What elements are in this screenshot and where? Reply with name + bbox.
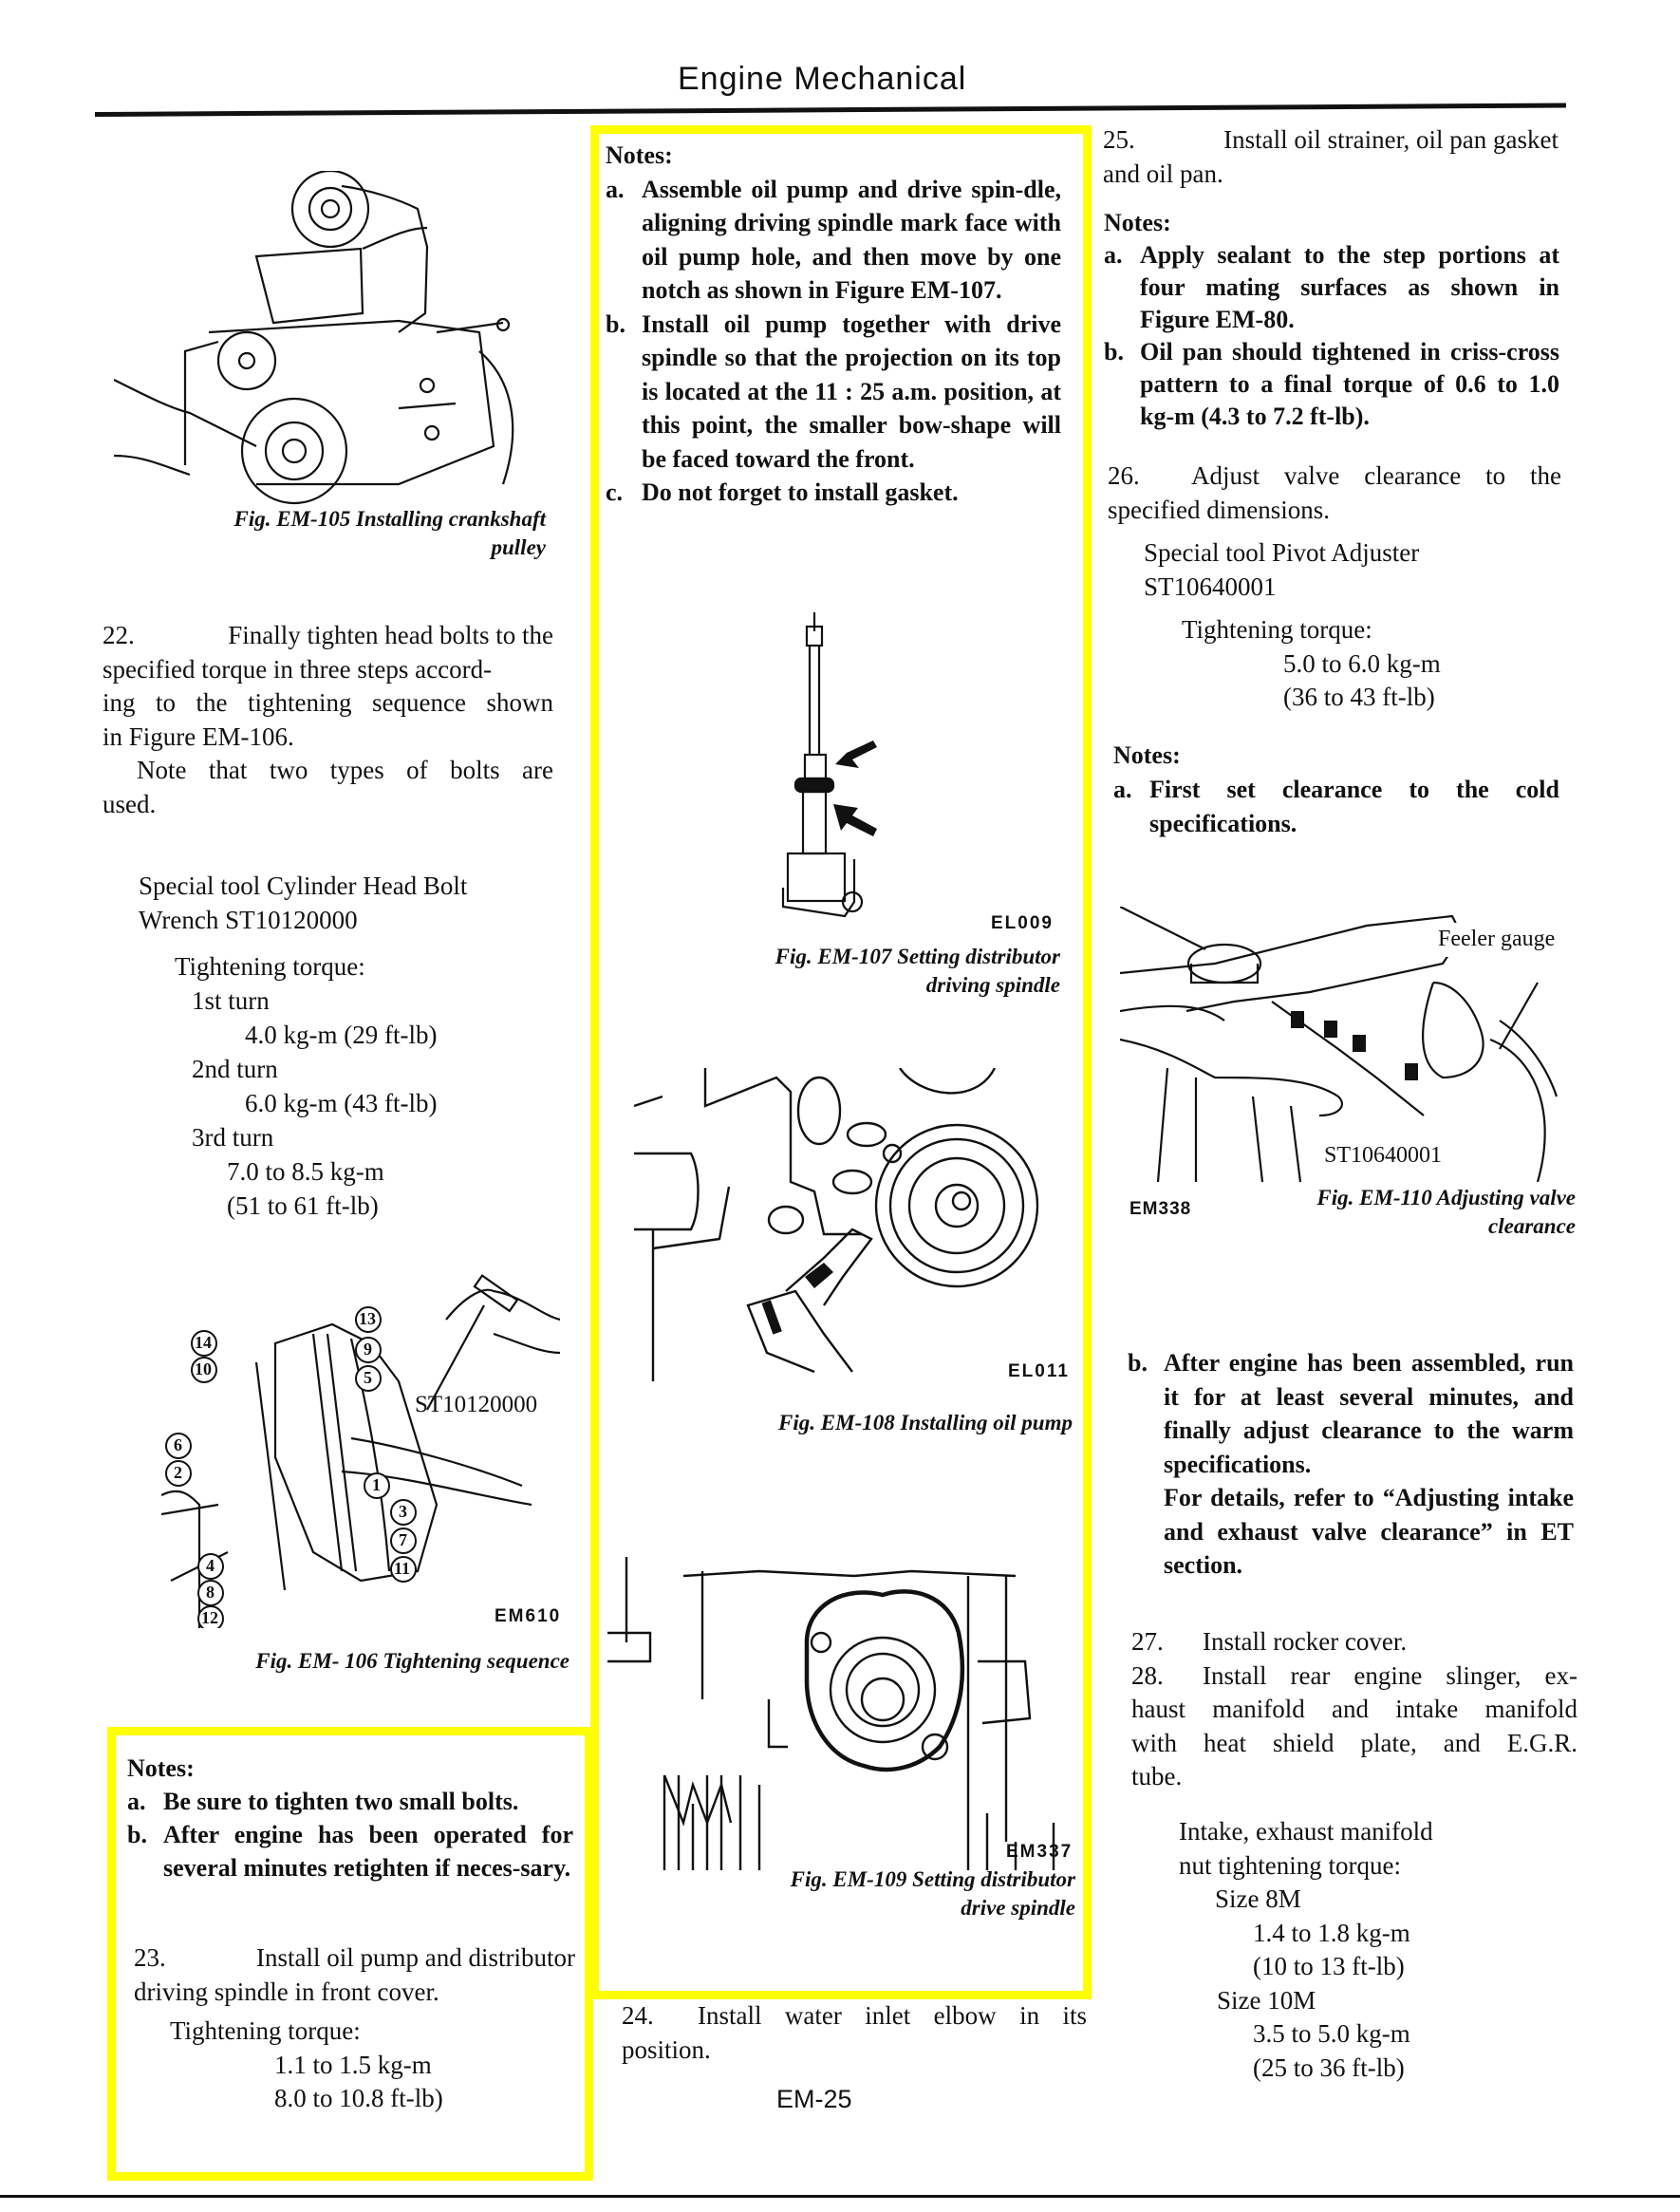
right-notes-1 (1104, 207, 1559, 433)
turn-2-label: 2nd turn (192, 1055, 278, 1083)
size-10m-value2: (25 to 36 ft-lb) (1253, 2053, 1405, 2082)
step-22-line3: ing to the tightening sequence shown (103, 688, 553, 717)
step-26-number: 26. (1108, 461, 1140, 490)
bolt-number-labels (161, 1267, 560, 1628)
footer-rule (0, 2195, 1680, 2198)
figure-em105-illustration (114, 171, 560, 513)
figure-em108-illustration (634, 1068, 1042, 1381)
turn-3-value2: (51 to 61 ft-lb) (227, 1191, 379, 1220)
step-26-value2: (36 to 43 ft-lb) (1283, 683, 1435, 711)
left-note-a (127, 1785, 573, 1818)
turn-1-label: 1st turn (192, 986, 270, 1015)
step-28-line3: with heat shield plate, and E.G.R. (1131, 1728, 1577, 1757)
step-23-line2: driving spindle in front cover. (134, 1977, 439, 2006)
figure-em109-illustration (607, 1557, 1073, 1870)
center-note-a-label: a. (606, 175, 625, 203)
left-notes (127, 1752, 573, 1884)
fig110-label-tool: ST10640001 (1324, 1139, 1442, 1173)
right-note-1a-label: a. (1104, 241, 1123, 269)
step-22-line2: specified torque in three steps accord- (103, 654, 493, 684)
bolt-1: 1 (372, 1475, 381, 1494)
step-25 (1103, 123, 1559, 191)
step-22-note-line1: Note that two types of bolts are (137, 756, 553, 784)
step-27-number: 27. (1131, 1627, 1164, 1656)
right-note-1a (1104, 239, 1559, 336)
fig105-caption-line2: pulley (491, 535, 546, 559)
fig106-tool-label: ST10120000 (415, 1392, 538, 1417)
fig106-code: EM610 (495, 1606, 562, 1626)
right-note-2b-label: b. (1128, 1349, 1148, 1377)
step-28-line4: tube. (1131, 1762, 1183, 1790)
step-22-note-line2: used. (103, 789, 157, 818)
bolt-13: 13 (359, 1309, 376, 1328)
manifold-torque-line2: nut tightening torque: (1179, 1850, 1401, 1880)
center-note-c (606, 476, 1061, 510)
fig109-code: EM337 (1006, 1842, 1073, 1862)
step-22-line4: in Figure EM-106. (103, 722, 294, 751)
left-notes-title: Notes: (127, 1754, 195, 1782)
right-note-2a (1113, 773, 1559, 841)
manifold-torque-spec (1179, 1815, 1433, 2085)
step-24-line2: position. (622, 2034, 711, 2064)
fig110-label-feeler-gauge: Feeler gauge (1438, 923, 1555, 957)
center-notes (606, 139, 1061, 510)
left-note-a-text: Be sure to tighten two small bolts. (163, 1788, 519, 1815)
fig108-code: EL011 (1008, 1361, 1070, 1381)
right-note-2b (1128, 1346, 1574, 1583)
left-note-a-label: a. (127, 1788, 146, 1815)
fig105-caption-line1: Fig. EM-105 Installing crankshaft (233, 507, 546, 531)
center-note-a-text: Assemble oil pump and drive spin-dle, aligning driving spindle mark face with oil pump hole, and then move by one notch as shown in Figure EM-107. (642, 175, 1061, 304)
step-23-value2: 8.0 to 10.8 ft-lb) (274, 2084, 443, 2112)
right-notes-2 (1113, 739, 1559, 841)
center-note-b-label: b. (606, 309, 625, 338)
center-notes-title: Notes: (606, 141, 673, 169)
bolt-12: 12 (201, 1608, 218, 1627)
step-23-value1: 1.1 to 1.5 kg-m (274, 2050, 432, 2079)
step-25-line1: Install oil strainer, oil pan gasket (1223, 125, 1559, 154)
step-22-number: 22. (103, 621, 135, 649)
step-23 (134, 1941, 575, 2116)
turn-1-value: 4.0 kg-m (29 ft-lb) (245, 1021, 438, 1049)
special-tool-line2: Wrench ST10120000 (139, 905, 358, 934)
fig106-caption: Fig. EM- 106 Tightening sequence (255, 1649, 569, 1673)
step-22-line1: Finally tighten head bolts to the (228, 621, 553, 649)
center-note-c-label: c. (606, 478, 624, 506)
right-note-1a-text: Apply sealant to the step portions at four mating surfaces as shown in Figure EM-80. (1140, 241, 1559, 333)
fig110-caption-line1: Fig. EM-110 Adjusting valve (1316, 1186, 1576, 1209)
turn-3-label: 3rd turn (192, 1123, 274, 1152)
step-26-tool-line2: ST10640001 (1144, 572, 1277, 601)
step-24-number: 24. (622, 2001, 654, 2030)
right-note-2b-body (1164, 1346, 1574, 1583)
step-25-line2: and oil pan. (1103, 159, 1223, 188)
turn-3-value: 7.0 to 8.5 kg-m (227, 1157, 384, 1186)
size-10m-label: Size 10M (1217, 1985, 1316, 2015)
bolt-14: 14 (195, 1333, 212, 1352)
head-bolt-torque-spec (175, 949, 437, 1223)
fig107-caption-line2: driving spindle (925, 973, 1060, 997)
left-note-b-text: After engine has been operated for several minutes retighten if neces-sary. (163, 1821, 573, 1882)
step-26-line2: specified dimensions. (1108, 495, 1330, 524)
right-note-2b-text: After engine has been assembled, run it for at least several minutes, and finally adjust clearance to the warm specifications. (1164, 1349, 1574, 1478)
header-rule (95, 103, 1566, 117)
step-28-line2: haust manifold and intake manifold (1131, 1695, 1577, 1723)
special-tool-head-bolt (139, 870, 467, 937)
right-note-1b (1104, 336, 1559, 433)
right-note-2b-text2: For details, refer to “Adjusting intake and exhaust valve clearance” in ET section. (1164, 1484, 1574, 1579)
right-note-1b-label: b. (1104, 338, 1124, 366)
bolt-4: 4 (206, 1556, 215, 1575)
step-26-tool-line1: Special tool Pivot Adjuster (1144, 538, 1420, 567)
center-note-b (606, 308, 1061, 477)
torque-label: Tightening torque: (175, 952, 365, 981)
bolt-2: 2 (174, 1463, 182, 1482)
step-24 (622, 1999, 1087, 2067)
fig107-code: EL009 (991, 913, 1054, 933)
left-note-b-label: b. (127, 1821, 147, 1848)
turn-2-value: 6.0 kg-m (43 ft-lb) (245, 1089, 438, 1117)
step-28-line1: Install rear engine slinger, ex- (1203, 1660, 1577, 1690)
right-notes-1-title: Notes: (1104, 209, 1171, 236)
size-8m-value2: (10 to 13 ft-lb) (1253, 1952, 1405, 1980)
step-27-28 (1131, 1625, 1577, 1794)
fig109-caption-line1: Fig. EM-109 Setting distributor (790, 1867, 1075, 1891)
step-26-value1: 5.0 to 6.0 kg-m (1283, 648, 1441, 678)
page-number: EM-25 (776, 2085, 852, 2113)
fig109-caption-line2: drive spindle (961, 1896, 1075, 1920)
step-26-line1: Adjust valve clearance to the (1191, 461, 1561, 490)
bolt-11: 11 (394, 1559, 411, 1578)
bolt-6: 6 (174, 1435, 182, 1454)
bolt-9: 9 (364, 1340, 372, 1359)
special-tool-line1: Special tool Cylinder Head Bolt (139, 872, 468, 900)
step-23-torque-label: Tightening torque: (170, 2016, 361, 2045)
figure-em107-illustration (778, 612, 892, 926)
bolt-10: 10 (195, 1359, 212, 1378)
step-25-number: 25. (1103, 125, 1135, 154)
right-notes-2-title: Notes: (1113, 741, 1181, 769)
left-note-b (127, 1818, 573, 1884)
step-23-number: 23. (134, 1943, 166, 1972)
right-note-2a-text: First set clearance to the cold specifications. (1149, 776, 1559, 837)
step-26-torque-label: Tightening torque: (1182, 615, 1372, 644)
right-note-2a-label: a. (1113, 776, 1132, 803)
bolt-8: 8 (206, 1583, 215, 1602)
step-23-line1: Install oil pump and distributor (256, 1943, 575, 1972)
bolt-5: 5 (364, 1368, 372, 1387)
step-27-text: Install rocker cover. (1203, 1627, 1408, 1656)
right-note-1b-text: Oil pan should tightened in criss-cross pattern to a final torque of 0.6 to 1.0 kg-m (4.3 to 7.2 ft-lb). (1140, 338, 1559, 430)
step-26 (1108, 459, 1561, 715)
page-header-title: Engine Mechanical (678, 61, 967, 97)
manifold-torque-line1: Intake, exhaust manifold (1179, 1817, 1433, 1846)
fig108-caption: Fig. EM-108 Installing oil pump (778, 1411, 1073, 1434)
size-8m-value1: 1.4 to 1.8 kg-m (1253, 1918, 1410, 1947)
step-22 (103, 619, 553, 821)
bolt-3: 3 (399, 1502, 407, 1521)
fig107-caption-line1: Fig. EM-107 Setting distributor (775, 945, 1060, 968)
step-24-line1: Install water inlet elbow in its (698, 2001, 1087, 2030)
step-28-number: 28. (1131, 1660, 1164, 1690)
size-10m-value1: 3.5 to 5.0 kg-m (1253, 2019, 1410, 2048)
bolt-7: 7 (399, 1530, 407, 1549)
fig110-code: EM338 (1129, 1199, 1192, 1219)
center-note-c-text: Do not forget to install gasket. (642, 478, 959, 506)
center-note-a (606, 173, 1061, 308)
center-note-b-text: Install oil pump together with drive spindle so that the projection on its top is located at the 11 : 25 a.m. position, at this point, the smaller bow-shape will be faced toward the front. (642, 309, 1061, 473)
size-8m-label: Size 8M (1215, 1884, 1301, 1913)
fig110-caption-line2: clearance (1488, 1214, 1576, 1238)
